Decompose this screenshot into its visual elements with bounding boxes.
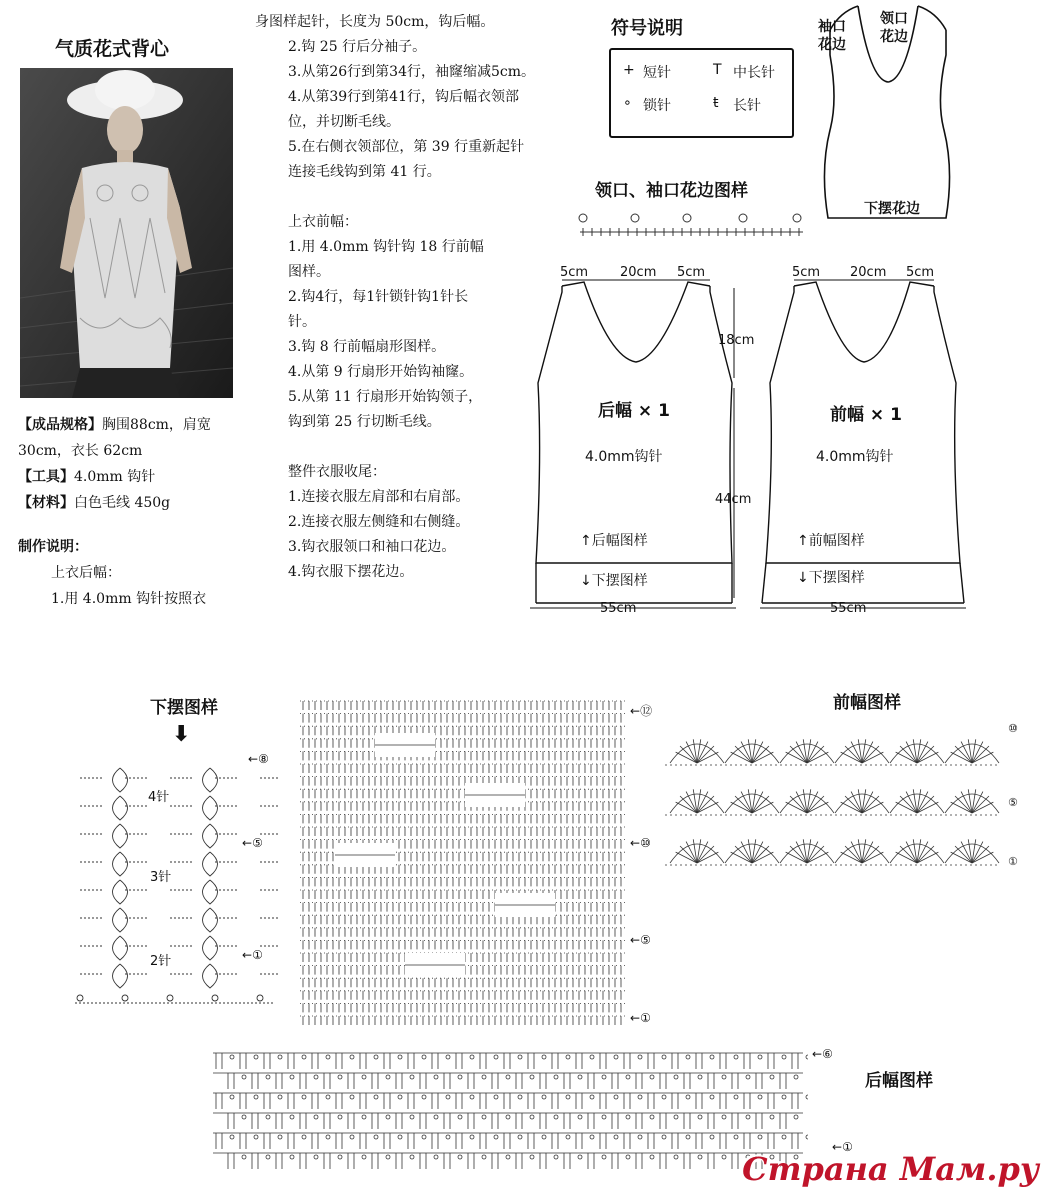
instruction-line: 针。 [288, 314, 316, 330]
legend-label: 短针 [643, 65, 671, 81]
row-number-label: ① [1008, 855, 1018, 868]
back-height-body: 44cm [715, 492, 752, 507]
spec-row: 【成品规格】胸围88cm，肩宽 [18, 417, 211, 433]
spec-block [18, 412, 248, 612]
instruction-line: 图样。 [288, 264, 330, 280]
instruction-line: 整件衣服收尾： [288, 464, 386, 480]
front-fan-chart [660, 718, 1005, 870]
hem-chart-title: 下摆图样 [150, 698, 218, 718]
row-number-label: ←⑫ [630, 704, 653, 718]
instruction-line: 身图样起针，长度为 50cm，钩后幅。 [255, 14, 495, 30]
site-watermark: Страна Мам.ру [742, 1150, 1039, 1188]
row-number-label: ←⑤ [630, 933, 651, 947]
hem-stitch-chart [70, 748, 280, 1018]
instruction-line: 4.从第39行到第41行，钩后幅衣领部 [288, 89, 519, 105]
hem-edging-label: 下摆花边 [864, 201, 920, 217]
instruction-line: 上衣前幅： [288, 214, 358, 230]
arrow-up-icon: ↑ [797, 533, 809, 549]
instruction-line: 3.从第26行到第34行，袖窿缩减5cm。 [288, 64, 536, 80]
pattern-title: 气质花式背心 [55, 38, 170, 60]
row-number-label: ←① [630, 1011, 651, 1025]
instruction-line: 5.在右侧衣领部位，第 39 行重新起针 [288, 139, 525, 155]
back-panel-hook: 4.0mm钩针 [585, 449, 663, 465]
back-height-top: 18cm [718, 333, 755, 348]
symbol-legend [609, 48, 794, 138]
row-number-label: ⑤ [1008, 796, 1018, 809]
back-top-dim: 20cm [620, 265, 657, 280]
back-stitch-chart [208, 1045, 808, 1173]
row-number-label: ←⑤ [242, 836, 263, 850]
instructions-heading: 制作说明： [18, 539, 88, 555]
instruction-line: 1.连接衣服左肩部和右肩部。 [288, 489, 470, 505]
neckline-pattern-title: 领口、袖口花边图样 [595, 181, 748, 201]
instruction-line: 2.钩 25 行后分袖子。 [288, 39, 427, 55]
instruction-line: 钩到第 25 行切断毛线。 [288, 414, 441, 430]
model-photo [20, 68, 233, 398]
row-number-label: ←⑩ [630, 836, 651, 850]
front-top-dim: 20cm [850, 265, 887, 280]
front-panel-name: 前幅 × 1 [830, 405, 902, 425]
legend-label: 中长针 [733, 65, 775, 81]
arrow-up-icon: ↑ [580, 533, 592, 549]
instruction-line: 5.从第 11 行扇形开始钩领子， [288, 389, 483, 405]
instruction-line: 1.用 4.0mm 钩针钩 18 行前幅 [288, 239, 484, 255]
instruction-line: 3.钩衣服领口和袖口花边。 [288, 539, 456, 555]
legend-label: 锁针 [643, 98, 671, 114]
back-top-dim: 5cm [560, 265, 589, 280]
stitch-count-label: 4针 [148, 790, 170, 805]
front-chart-title: 前幅图样 [833, 693, 901, 713]
spec-row: 【材料】白色毛线 450g [18, 495, 171, 511]
spec-row: 【工具】4.0mm 钩针 [18, 469, 156, 485]
back-width-dim: 55cm [600, 601, 637, 616]
front-panel-hook: 4.0mm钩针 [816, 449, 894, 465]
sc-symbol-icon: + [623, 62, 635, 78]
back-top-dim: 5cm [677, 265, 706, 280]
instruction-line: 位，并切断毛线。 [288, 114, 400, 130]
stitch-count-label: 2针 [150, 954, 172, 969]
cuff-edging-label: 袖口 花边 [818, 19, 846, 53]
row-number-label: ←⑧ [248, 752, 269, 766]
back-chart-title: 后幅图样 [865, 1071, 933, 1091]
instruction-line: 3.钩 8 行前幅扇形图样。 [288, 339, 446, 355]
front-panel-schematic [752, 258, 972, 620]
arrow-down-icon: ↓ [797, 570, 809, 586]
neck-edging-label: 领口 花边 [880, 11, 908, 45]
front-width-dim: 55cm [830, 601, 867, 616]
instruction-line: 2.连接衣服左侧缝和右侧缝。 [288, 514, 470, 530]
front-top-dim: 5cm [792, 265, 821, 280]
spec-row: 30cm，衣长 62cm [18, 443, 143, 459]
instruction-line: 连接毛线钩到第 41 行。 [288, 164, 441, 180]
back-step-1: 1.用 4.0mm 钩针按照衣 [51, 591, 207, 607]
row-number-label: ⑩ [1008, 722, 1018, 735]
back-heading: 上衣后幅： [51, 565, 121, 581]
row-number-label: ←⑥ [812, 1047, 833, 1061]
instruction-line: 4.从第 9 行扇形开始钩袖窿。 [288, 364, 474, 380]
legend-title: 符号说明 [611, 18, 683, 39]
instruction-line: 4.钩衣服下摆花边。 [288, 564, 414, 580]
legend-label: 长针 [733, 98, 761, 114]
stitch-count-label: 3针 [150, 870, 172, 885]
hdc-symbol-icon: T [713, 62, 722, 78]
ch-symbol-icon: ∘ [623, 95, 632, 111]
row-number-label: ←① [242, 948, 263, 962]
back-hem-label: ↓下摆图样 [580, 573, 648, 589]
front-pattern-label: ↑前幅图样 [797, 533, 865, 549]
arrow-down-icon: ⬇ [172, 722, 191, 747]
row-number-label: ←① [832, 1140, 853, 1154]
back-panel-name: 后幅 × 1 [598, 401, 670, 421]
neckline-edging-chart [575, 210, 805, 240]
body-stitch-chart [295, 693, 630, 1029]
front-top-dim: 5cm [906, 265, 935, 280]
blank-line [255, 185, 580, 210]
back-panel-schematic [520, 258, 760, 620]
instruction-line: 2.钩4行，每1针锁针钩1针长 [288, 289, 469, 305]
front-hem-label: ↓下摆图样 [797, 570, 865, 586]
arrow-down-icon: ↓ [580, 573, 592, 589]
back-pattern-label: ↑后幅图样 [580, 533, 648, 549]
dc-symbol-icon: ŧ [713, 95, 719, 111]
